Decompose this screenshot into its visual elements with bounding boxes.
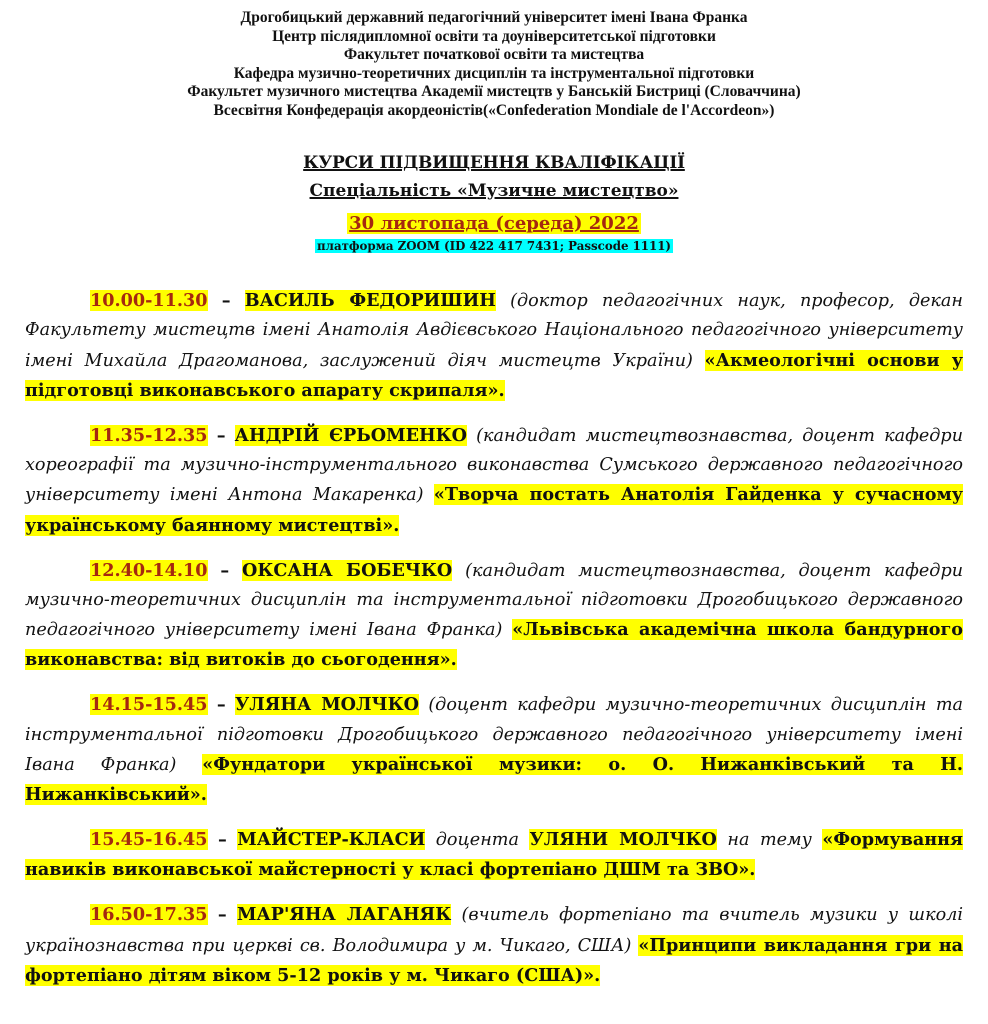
header-line-department: Кафедра музично-теоретичних дисциплін та інструментальної підготовки bbox=[233, 64, 755, 82]
speaker-name: ОКСАНА БОБЕЧКО bbox=[242, 559, 453, 581]
session-item bbox=[25, 825, 963, 886]
topic-prefix: на тему bbox=[727, 830, 812, 851]
dash: – bbox=[216, 694, 226, 716]
session-time: 10.00-11.30 bbox=[90, 290, 208, 311]
dash: – bbox=[218, 829, 227, 851]
title-block bbox=[0, 150, 988, 255]
speaker-name: МАР'ЯНА ЛАГАНЯК bbox=[236, 904, 452, 926]
session-item bbox=[25, 421, 963, 541]
session-topic: «Формування навиків виконавської майстерності у класі фортепіано ДШМ та ЗВО». bbox=[25, 829, 963, 881]
header-line-confederation: Всесвітня Конфедерація акордеоністів(«Confederation Mondiale de l'Accordeon») bbox=[213, 101, 775, 119]
dash: – bbox=[217, 904, 227, 926]
zoom-platform-info: платформа ZOOM (ID 422 417 7431; Passcode 1111) bbox=[317, 239, 671, 253]
header-line-academy: Факультет музичного мистецтва Академії мистецтв у Банській Бистриці (Словаччина) bbox=[187, 83, 801, 101]
session-topic: «Творча постать Анатолія Гайденка у сучасному українському баянному мистецтві». bbox=[25, 484, 963, 536]
session-topic: «Акмеологічні основи у підготовці виконавського апарату скрипаля». bbox=[25, 349, 964, 401]
session-item bbox=[25, 556, 963, 676]
header-line-faculty: Факультет початкової освіти та мистецтва bbox=[343, 46, 645, 64]
speaker-title: доцента bbox=[435, 830, 519, 851]
speaker-description: (кандидат мистецтвознавства, доцент кафедри музично-теоретичних дисциплін та інструментальної підготовки Дрогобицького державного педагогічного університету імені Івана Франка) bbox=[25, 560, 964, 641]
dash: – bbox=[216, 424, 226, 446]
event-date: 30 листопада (середа) 2022 bbox=[349, 213, 639, 234]
session-time: 14.15-15.45 bbox=[90, 694, 208, 716]
speaker-description: (доктор педагогічних наук, професор, декан Факультету мистецтв імені Анатолія Авдієвського Національного педагогічного університету імені Михайла Драгоманова, заслужений діяч мистецтв України) bbox=[25, 291, 963, 371]
session-topic: «Принципи викладання гри на фортепіано дітям віком 5-12 років у м. Чикаго (США)». bbox=[25, 934, 963, 986]
institutions-header bbox=[0, 9, 988, 121]
dash: – bbox=[220, 559, 230, 581]
session-time: 15.45-16.45 bbox=[90, 829, 208, 851]
page-title: КУРСИ ПІДВИЩЕННЯ КВАЛІФІКАЦІЇ bbox=[303, 153, 685, 173]
speaker-name: УЛЯНИ МОЛЧКО bbox=[529, 829, 717, 851]
schedule bbox=[25, 286, 963, 1006]
session-time: 11.35-12.35 bbox=[90, 424, 208, 446]
session-topic: «Фундатори української музики: о. О. Нижанківський та Н. Нижанківський». bbox=[25, 753, 964, 806]
speaker-description: (вчитель фортепіано та вчитель музики у школі українознавства при церкві св. Володимира у м. Чикаго, США) bbox=[25, 905, 963, 956]
session-item bbox=[25, 690, 963, 810]
session-item bbox=[25, 900, 963, 991]
dash: – bbox=[221, 290, 231, 311]
session-time: 12.40-14.10 bbox=[90, 559, 208, 581]
specialty-title: Спеціальність «Музичне мистецтво» bbox=[309, 181, 679, 201]
speaker-description: (кандидат мистецтвознавства, доцент кафедри хореографії та музично-інструментального виконавства Сумського державного педагогічного університету імені Антона Макаренка) bbox=[25, 425, 964, 506]
header-line-university: Дрогобицький державний педагогічний університет імені Івана Франка bbox=[240, 9, 748, 26]
speaker-name: ВАСИЛЬ ФЕДОРИШИН bbox=[244, 290, 496, 311]
header-line-center: Центр післядипломної освіти та доуніверситетської підготовки bbox=[272, 27, 716, 45]
speaker-name: АНДРІЙ ЄРЬОМЕНКО bbox=[234, 424, 467, 446]
speaker-name: УЛЯНА МОЛЧКО bbox=[235, 694, 419, 716]
session-item bbox=[25, 286, 963, 406]
session-type: МАЙСТЕР-КЛАСИ bbox=[237, 829, 426, 851]
speaker-description: (доцент кафедри музично-теоретичних дисциплін та інструментальної підготовки Дрогобицького державного педагогічного університету імені Івана Франка) bbox=[25, 695, 964, 775]
session-time: 16.50-17.35 bbox=[90, 904, 208, 926]
session-topic: «Львівська академічна школа бандурного виконавства: від витоків до сьогодення». bbox=[25, 619, 963, 671]
